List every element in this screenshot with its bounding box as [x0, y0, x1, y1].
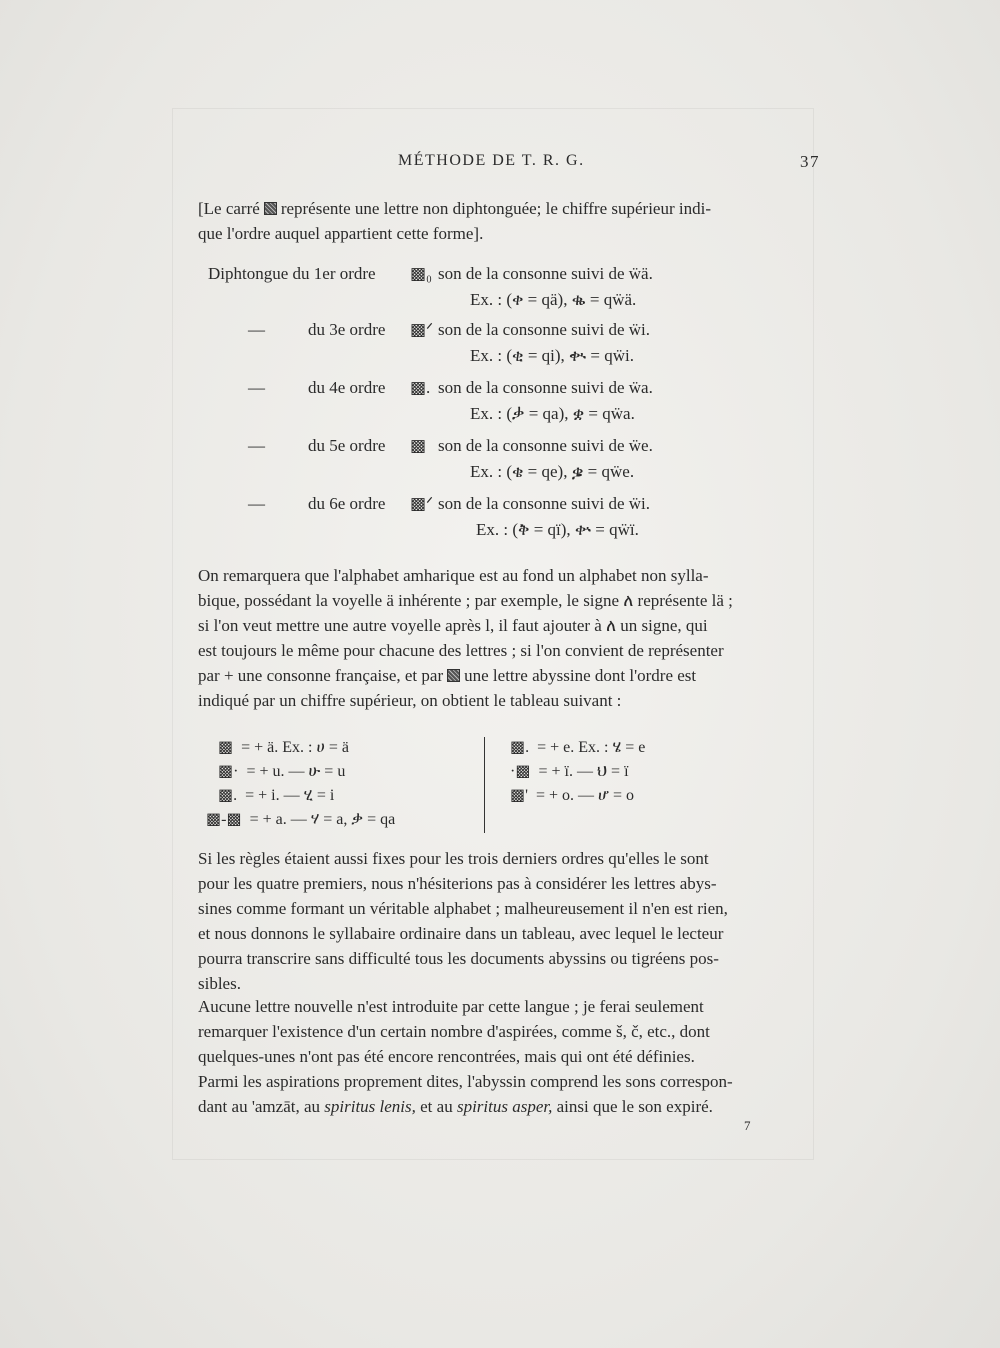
diphthong-row: [208, 320, 818, 346]
diphthong-symbol: ▩ᐟ: [410, 320, 434, 339]
vowel-table: [206, 735, 778, 835]
diphthong-row: [208, 436, 818, 462]
diphthong-desc: son de la consonne suivi de ẅa.: [438, 378, 653, 397]
diphthong-list: [208, 264, 818, 554]
table-row: [510, 737, 645, 757]
intro-paragraph: [198, 196, 816, 246]
table-symbol: ▩: [218, 739, 234, 756]
paragraph-line: Parmi les aspirations proprement dites, l'abyssin comprend les sons correspon-: [198, 1072, 733, 1091]
table-divider: [484, 737, 485, 833]
diphthong-desc: son de la consonne suivi de ẅi.: [438, 494, 650, 513]
page-number: 37: [800, 152, 820, 171]
diphthong-order: du 3e ordre: [308, 320, 386, 339]
paragraph-text: dant au 'amzāt, au: [198, 1097, 321, 1116]
table-symbol: ▩-▩: [206, 811, 242, 828]
paragraph-line: et nous donnons le syllabaire ordinaire dans un tableau, avec lequel le lecteur: [198, 924, 724, 943]
italic-term: spiritus asper,: [456, 1097, 553, 1116]
dash-mark: —: [248, 494, 265, 513]
diphthong-row: [208, 494, 818, 520]
table-row: [206, 809, 395, 829]
paragraph-line: On remarquera que l'alphabet amharique est au fond un alphabet non sylla-: [198, 566, 709, 585]
table-row: [510, 761, 629, 781]
paragraph-line: Aucune lettre nouvelle n'est introduite par cette langue ; je ferai seulement: [198, 997, 704, 1016]
diphthong-example: Ex. : (ቄ = qe), ቌ = qẅe.: [470, 462, 635, 481]
table-row: [218, 785, 334, 805]
diphthong-order: du 6e ordre: [308, 494, 386, 513]
table-text: = + o. — ሆ = o: [536, 787, 634, 804]
table-text: = + ä. Ex. : ሀ = ä: [241, 739, 349, 756]
paragraph-line: bique, possédant la voyelle ä inhérente ; par exemple, le signe ለ représente lä ;: [198, 591, 733, 610]
diphthong-example: Ex. : (ቅ = qï), ቍ = qẅï.: [476, 520, 639, 539]
diphthong-symbol: ▩ᐟ: [410, 494, 434, 513]
table-text: = + ï. — ህ = ï: [538, 763, 629, 780]
paragraph-line: Si les règles étaient aussi fixes pour les trois derniers ordres qu'elles le sont: [198, 849, 709, 868]
paragraph-text: ainsi que le son expiré.: [556, 1097, 713, 1116]
table-symbol: ▩': [510, 787, 528, 804]
paragraph-line: est toujours le même pour chacune des lettres ; si l'on convient de représenter: [198, 641, 724, 660]
table-text: = + u. — ሁ = u: [246, 763, 346, 780]
table-text: = + a. — ሃ = a, ቃ = qa: [249, 811, 396, 828]
table-symbol: ▩.: [510, 739, 530, 756]
diphthong-desc: son de la consonne suivi de ẅä.: [438, 264, 653, 283]
paragraph-line: sines comme formant un véritable alphabet ; malheureusement il n'en est rien,: [198, 899, 728, 918]
table-text: = + i. — ሂ = i: [245, 787, 335, 804]
dash-mark: —: [248, 436, 265, 455]
intro-text: représente une lettre non diphtonguée; le chiffre supérieur indi-: [280, 199, 712, 218]
square-symbol-icon: [447, 669, 460, 682]
syllabary-paragraph: [198, 846, 816, 996]
signature-mark: 7: [744, 1118, 751, 1133]
table-row: [510, 785, 634, 805]
diphthong-order: Diphtongue du 1er ordre: [208, 264, 376, 283]
diphthong-order: du 4e ordre: [308, 378, 386, 397]
table-symbol: ▩.: [218, 787, 238, 804]
table-text: = + e. Ex. : ሄ = e: [537, 739, 646, 756]
paragraph-line: [198, 1094, 816, 1119]
paragraph-line: sibles.: [198, 974, 241, 993]
diphthong-symbol: ▩.: [410, 378, 431, 397]
dash-mark: —: [248, 378, 265, 397]
paragraph-line: [198, 663, 816, 688]
paragraph-line: pour les quatre premiers, nous n'hésiterions pas à considérer les lettres abys-: [198, 874, 717, 893]
table-symbol: ▩·: [218, 763, 239, 780]
table-row: [218, 761, 345, 781]
square-symbol-icon: [264, 202, 277, 215]
diphthong-example: Ex. : (ቀ = qä), ቈ = qẅä.: [470, 290, 637, 309]
paragraph-line: quelques-unes n'ont pas été encore rencontrées, mais qui ont été définies.: [198, 1047, 695, 1066]
diphthong-order: du 5e ordre: [308, 436, 386, 455]
alphabet-paragraph: [198, 563, 816, 713]
paragraph-text: par + une consonne française, et par: [198, 666, 444, 685]
paragraph-text: et au: [420, 1097, 453, 1116]
diphthong-symbol: ▩: [410, 436, 427, 455]
intro-text: que l'ordre auquel appartient cette forme].: [198, 224, 484, 243]
paragraph-line: remarquer l'existence d'un certain nombre d'aspirées, comme š, č, etc., dont: [198, 1022, 710, 1041]
paragraph-line: pourra transcrire sans difficulté tous les documents abyssins ou tigréens pos-: [198, 949, 719, 968]
italic-term: spiritus lenis,: [324, 1097, 416, 1116]
dash-mark: —: [248, 320, 265, 339]
table-row: [218, 737, 349, 757]
diphthong-row: [208, 264, 653, 290]
diphthong-example: Ex. : (ቃ = qa), ቋ = qẅa.: [470, 404, 635, 423]
diphthong-desc: son de la consonne suivi de ẅe.: [438, 436, 653, 455]
diphthong-desc: son de la consonne suivi de ẅi.: [438, 320, 650, 339]
aspirates-paragraph: [198, 994, 816, 1119]
running-header: [190, 152, 820, 176]
intro-text: [Le carré: [198, 199, 260, 218]
diphthong-example: Ex. : (ቂ = qi), ቊ = qẅi.: [470, 346, 634, 365]
diphthong-row: [208, 378, 818, 404]
diphthong-symbol: ▩₀: [410, 264, 432, 283]
paragraph-line: si l'on veut mettre une autre voyelle après l, il faut ajouter à ለ un signe, qui: [198, 616, 708, 635]
table-symbol: ·▩: [510, 763, 531, 780]
paragraph-text: une lettre abyssine dont l'ordre est: [464, 666, 697, 685]
paragraph-line: indiqué par un chiffre supérieur, on obtient le tableau suivant :: [198, 691, 622, 710]
running-title: MÉTHODE DE T. R. G.: [398, 152, 585, 169]
